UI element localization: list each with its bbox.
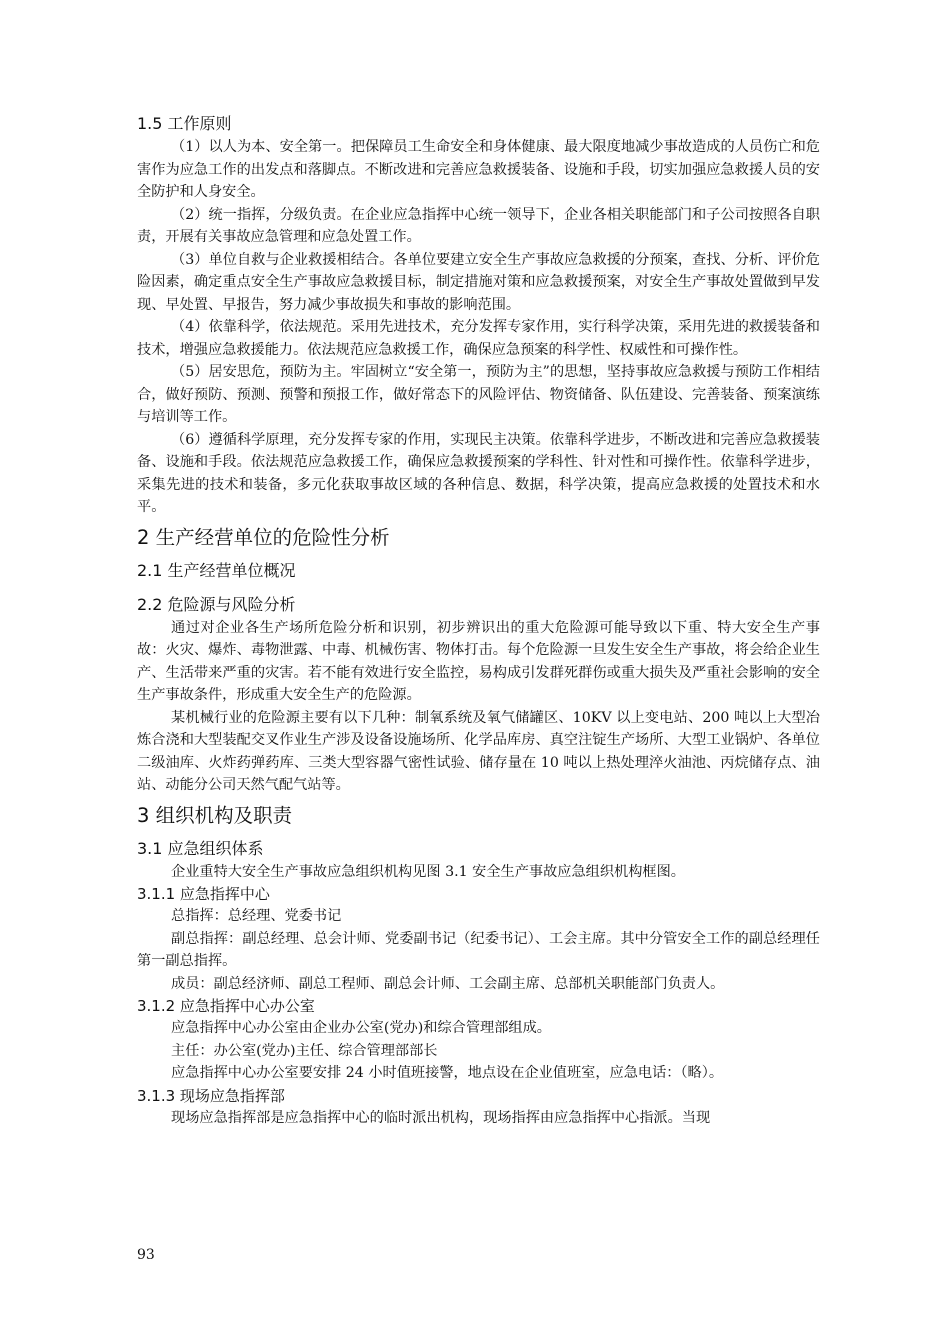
paragraph: 企业重特大安全生产事故应急组织机构见图 3.1 安全生产事故应急组织机构框图。 [171, 863, 685, 880]
heading-2: 2 生产经营单位的危险性分析 [137, 525, 390, 549]
document-page [137, 112, 820, 1129]
heading-3-1-1: 3.1.1 应急指挥中心 [137, 885, 270, 903]
paragraph: （3）单位自救与企业救援相结合。各单位要建立安全生产事故应急救援的分预案，查找、分析、评价危险因素，确定重点安全生产事故应急救援目标，制定措施对策和应急救援预案，对安全生产事故处置做到早发现、早处置、早报告，努力减少事故损失和事故的影响范围。 [137, 251, 820, 313]
heading-2-1: 2.1 生产经营单位概况 [137, 560, 296, 580]
paragraph: 副总指挥：副总经理、总会计师、党委副书记（纪委书记）、工会主席。其中分管安全工作的副总经理任第一副总指挥。 [137, 930, 820, 969]
paragraph: 总指挥：总经理、党委书记 [171, 908, 342, 924]
paragraph: （4）依靠科学，依法规范。采用先进技术，充分发挥专家作用，实行科学决策，采用先进的救援装备和技术，增强应急救援能力。依法规范应急救援工作，确保应急预案的科学性、权威性和可操作性。 [137, 319, 820, 358]
paragraph: 现场应急指挥部是应急指挥中心的临时派出机构，现场指挥由应急指挥中心指派。当现 [171, 1109, 711, 1126]
paragraph: （5）居安思危，预防为主。牢固树立“安全第一，预防为主”的思想，坚持事故应急救援与预防工作相结合，做好预防、预测、预警和预报工作，做好常态下的风险评估、物资储备、队伍建设、完善装备、预案演练与培训等工作。 [137, 364, 820, 425]
paragraph: （6）遵循科学原理，充分发挥专家的作用，实现民主决策。依靠科学进步，不断改进和完善应急救援装备、设施和手段。依法规范应急救援工作，确保应急救援预案的学科性、针对性和可操作性。依靠科学进步，采集先进的技术和装备，多元化获取事故区域的各种信息、数据，科学决策，提高应急救援的处置技术和水平。 [137, 431, 820, 515]
heading-3-1-3: 3.1.3 现场应急指挥部 [137, 1086, 285, 1105]
paragraph: 通过对企业各生产场所危险分析和识别，初步辨识出的重大危险源可能导致以下重、特大安全生产事故：火灾、爆炸、毒物泄露、中毒、机械伤害、物体打击。每个危险源一旦发生安全生产事故，将会给企业生产、生活带来严重的灾害。若不能有效进行安全监控，易构成引发群死群伤或重大损失及严重社会影响的安全生产事故条件，形成重大安全生产的危险源。 [137, 619, 820, 703]
paragraph: （2）统一指挥，分级负责。在企业应急指挥中心统一领导下，企业各相关职能部门和子公司按照各自职责，开展有关事故应急管理和应急处置工作。 [137, 206, 820, 245]
paragraph: （1）以人为本、安全第一。把保障员工生命安全和身体健康、最大限度地减少事故造成的人员伤亡和危害作为应急工作的出发点和落脚点。不断改进和完善应急救援装备、设施和手段，切实加强应急救援人员的安全防护和人身安全。 [137, 139, 820, 200]
heading-1-5: 1.5 工作原则 [137, 114, 232, 133]
heading-3-1-2: 3.1.2 应急指挥中心办公室 [137, 997, 315, 1015]
paragraph: 应急指挥中心办公室由企业办公室(党办)和综合管理部组成。 [171, 1020, 551, 1036]
paragraph: 主任：办公室(党办)主任、综合管理部部长 [171, 1042, 438, 1059]
paragraph: 某机械行业的危险源主要有以下几种：制氧系统及氧气储罐区、10KV 以上变电站、200 吨以上大型冶炼合浇和大型装配交叉作业生产涉及设备设施场所、化学品库房、真空注锭生产场所、大型工业锅炉、各单位二级油库、火炸药弹药库、三类大型容器气密性试验、储存量在 10 吨以上热处理淬火油池、丙烷储存点、油站、动能分公司天然气配气站等。 [137, 709, 820, 793]
heading-3: 3 组织机构及职责 [137, 803, 293, 827]
heading-2-2: 2.2 危险源与风险分析 [137, 594, 296, 614]
paragraph: 应急指挥中心办公室要安排 24 小时值班接警，地点设在企业值班室，应急电话：（略）。 [171, 1065, 724, 1081]
heading-3-1: 3.1 应急组织体系 [137, 838, 264, 858]
spacer [137, 583, 820, 593]
paragraph: 成员：副总经济师、副总工程师、副总会计师、工会副主席、总部机关职能部门负责人。 [171, 975, 725, 992]
page-number: 93 [137, 1247, 155, 1263]
